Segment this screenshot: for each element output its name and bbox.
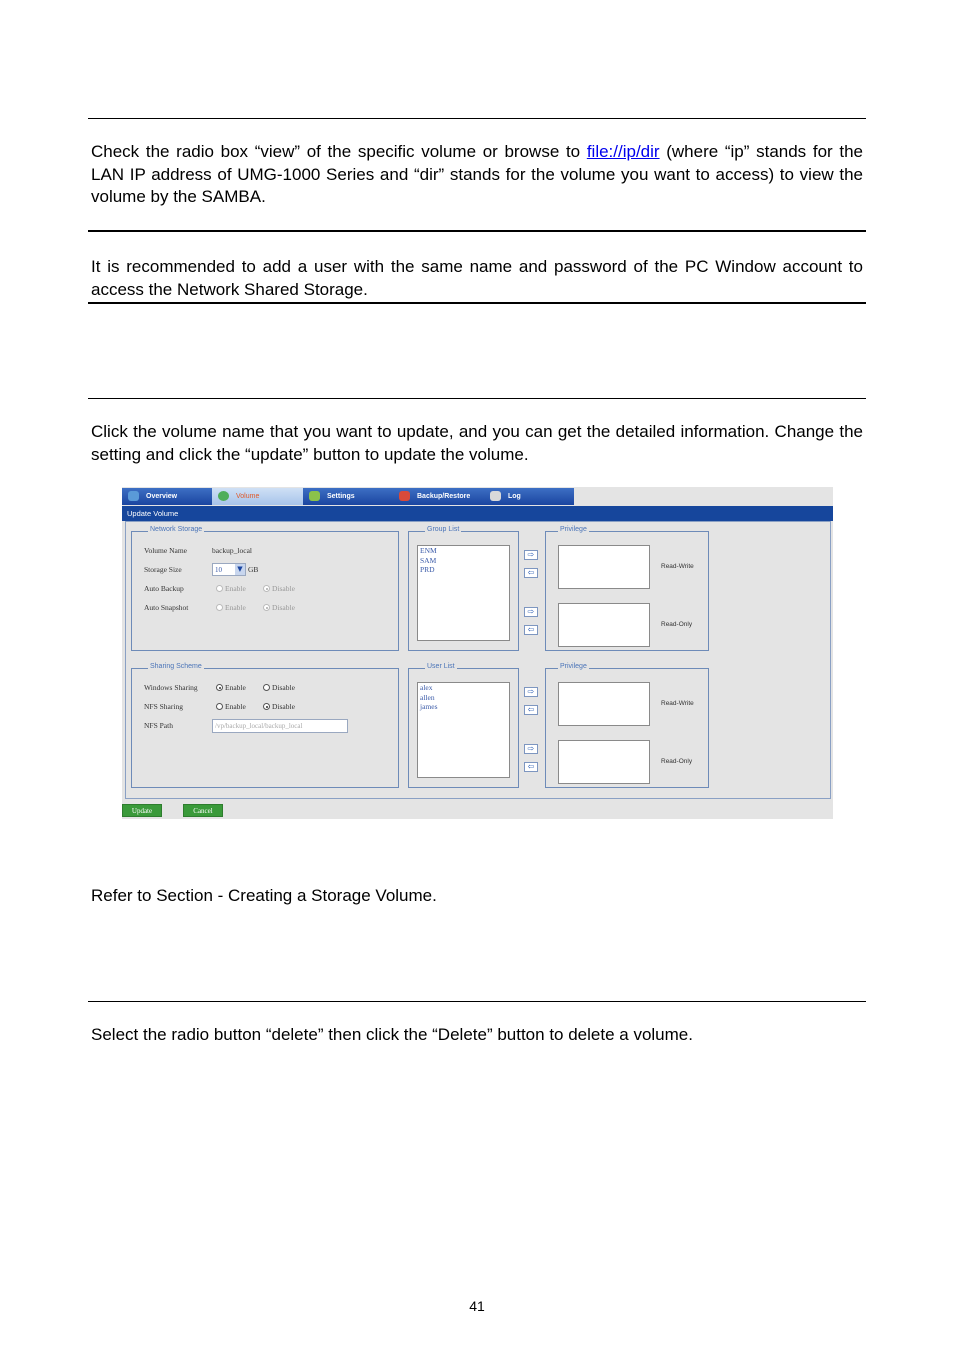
tab-label: Volume [236,493,260,500]
user-list-group [408,663,519,788]
auto-snapshot-label: Auto Snapshot [144,603,189,612]
page-number: 41 [469,1298,485,1314]
disable-label: Disable [272,584,295,593]
tab-label: Backup/Restore [417,493,471,500]
user-list-box[interactable] [417,682,510,778]
group-list-legend: Group List [427,526,460,533]
volume-name-value: backup_local [212,546,252,555]
tab-label: Overview [146,493,178,500]
add-read-only-arrow-icon[interactable]: ⇨ [524,607,538,617]
section-rule [88,1001,866,1002]
read-write-box[interactable] [558,545,650,589]
storage-size-value: 10 [215,566,222,574]
nfs-sharing-label: NFS Sharing [144,702,183,711]
tab-settings[interactable] [303,488,393,505]
list-item[interactable]: james [420,702,438,711]
enable-label: Enable [225,584,246,593]
read-only-box[interactable] [558,603,650,647]
user-list-legend: User List [427,663,455,670]
storage-unit: GB [248,565,259,574]
privilege-legend: Privilege [560,526,587,533]
read-only-box[interactable] [558,740,650,784]
note-top-rule [88,230,866,232]
volume-name-label: Volume Name [144,546,187,555]
remove-read-write-arrow-icon[interactable]: ⇦ [524,705,538,715]
read-only-label: Read-Only [661,621,693,628]
volume-icon [218,491,229,501]
windows-sharing-label: Windows Sharing [144,683,198,692]
remove-read-only-arrow-icon[interactable]: ⇦ [524,762,538,772]
storage-size-label: Storage Size [144,565,182,574]
tab-bar [122,487,833,505]
privilege-group [545,663,709,788]
add-read-only-arrow-icon[interactable]: ⇨ [524,744,538,754]
nfs-enable-radio[interactable] [216,703,223,710]
tab-overview[interactable] [122,488,212,505]
network-storage-legend: Network Storage [150,526,203,533]
paragraph-text: Check the radio box “view” of the specific volume or browse to [91,142,587,161]
section-rule [88,118,866,119]
auto-backup-enable-radio[interactable] [216,585,223,592]
add-read-write-arrow-icon[interactable]: ⇨ [524,687,538,697]
enable-label: Enable [225,702,246,711]
tab-label: Settings [327,493,355,500]
paragraph-update-volume: Click the volume name that you want to update, and you can get the detailed information. Change the setting and click the “update” button to update the volume. [91,422,863,464]
read-write-label: Read-Write [661,700,694,707]
tab-label: Log [508,493,521,500]
network-storage-group [131,526,399,651]
group-list-group [408,526,519,651]
note-bottom-rule [88,302,866,304]
tab-volume[interactable] [212,488,303,505]
tab-log[interactable] [484,488,574,505]
windows-disable-radio[interactable] [263,684,270,691]
enable-label: Enable [225,683,246,692]
auto-backup-label: Auto Backup [144,584,184,593]
paragraph-view-volume [91,141,863,209]
nfs-path-input[interactable]: /vp/backup_local/backup_local [212,719,348,733]
sharing-scheme-legend: Sharing Scheme [150,663,202,670]
panel-title: Update Volume [122,506,833,521]
list-item[interactable]: PRD [420,565,435,574]
storage-size-select[interactable] [212,563,246,576]
cancel-button[interactable]: Cancel [183,804,223,817]
read-only-label: Read-Only [661,758,693,765]
file-link[interactable]: file://ip/dir [586,142,660,161]
auto-snapshot-enable-radio[interactable] [216,604,223,611]
update-button[interactable]: Update [122,804,162,817]
list-item[interactable]: SAM [420,555,437,565]
nfs-disable-radio[interactable] [263,703,270,710]
add-read-write-arrow-icon[interactable]: ⇨ [524,550,538,560]
list-item[interactable]: allen [420,692,435,702]
remove-read-only-arrow-icon[interactable]: ⇦ [524,625,538,635]
tab-backup-restore[interactable] [393,488,484,505]
paragraph-recommendation: It is recommended to add a user with the same name and password of the PC Window account to access the Network Shared Storage. [91,257,863,299]
enable-label: Enable [225,603,246,612]
paragraph-text: (where “ip” stands for the LAN IP address of UMG-1000 Series and “dir” stands for the volume you want to access) to view the volume by the SAMBA. [91,142,863,206]
paragraph-delete-volume: Select the radio button “delete” then click the “Delete” button to delete a volume. [91,1025,693,1044]
log-icon [490,491,501,501]
paragraph-refer-section: Refer to Section - Creating a Storage Volume. [91,886,437,905]
privilege-legend: Privilege [560,663,587,670]
chevron-down-icon: ▼ [235,564,245,575]
sharing-scheme-group [131,663,399,788]
group-list-box[interactable] [417,545,510,641]
list-item[interactable]: alex [420,683,433,692]
auto-snapshot-disable-radio[interactable] [263,604,270,611]
section-rule [88,398,866,399]
disable-label: Disable [272,683,295,692]
backup-icon [399,491,410,501]
list-item[interactable]: ENM [420,546,437,555]
auto-backup-disable-radio[interactable] [263,585,270,592]
read-write-box[interactable] [558,682,650,726]
update-volume-panel [125,521,831,799]
remove-read-write-arrow-icon[interactable]: ⇦ [524,568,538,578]
read-write-label: Read-Write [661,563,694,570]
privilege-group [545,526,709,651]
disable-label: Disable [272,702,295,711]
update-volume-screenshot [122,487,833,819]
nfs-path-label: NFS Path [144,721,173,730]
disable-label: Disable [272,603,295,612]
windows-enable-radio[interactable] [216,684,223,691]
settings-icon [309,491,320,501]
overview-icon [128,491,139,501]
